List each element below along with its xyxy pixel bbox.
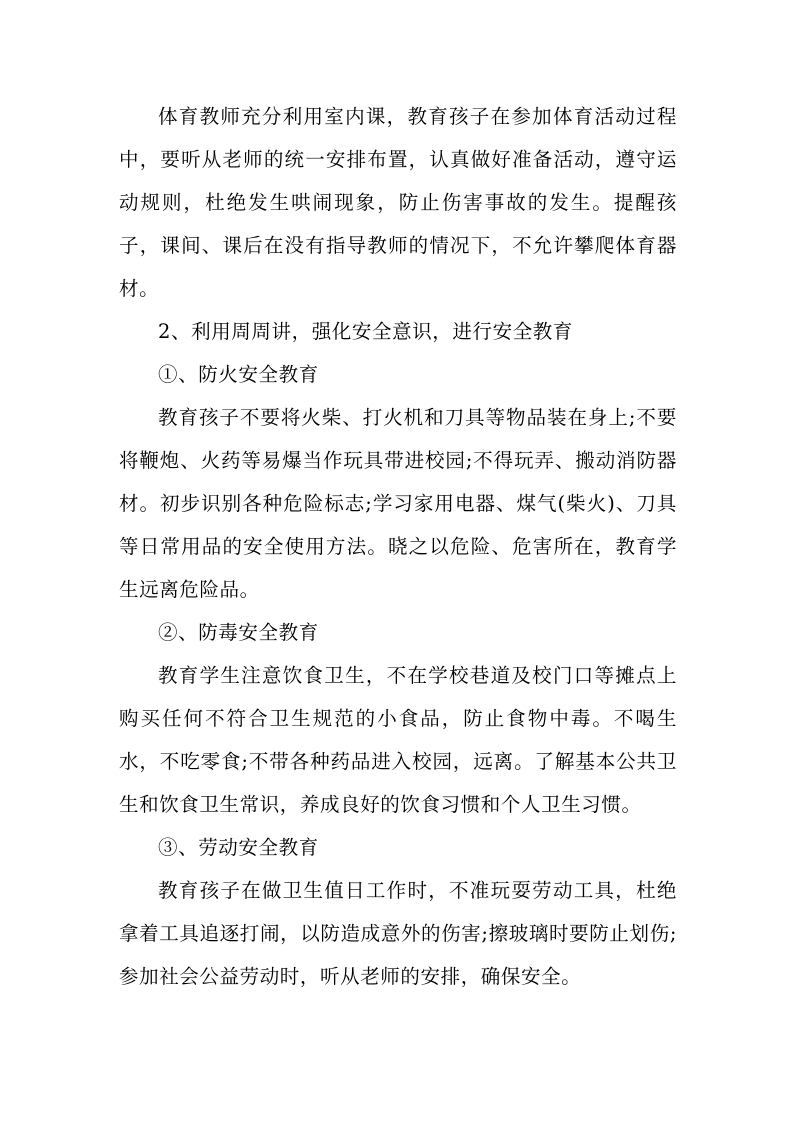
paragraph-labor-safety: 教育孩子在做卫生值日工作时，不准玩耍劳动工具，杜绝拿着工具追逐打闹，以防造成意外的伤害;擦玻璃时要防止划伤;参加社会公益劳动时，听从老师的安排，确保安全。 xyxy=(119,879,677,988)
paragraph-fire-safety: 教育孩子不要将火柴、打火机和刀具等物品装在身上;不要将鞭炮、火药等易爆当作玩具带进校园;不得玩弄、搬动消防器材。初步识别各种危险标志;学习家用电器、煤气(柴火)、刀具等日常用品的安全使用方法。晓之以危险、危害所在，教育学生远离危险品。 xyxy=(119,406,677,601)
paragraph-pe-teacher: 体育教师充分利用室内课，教育孩子在参加体育活动过程中，要听从老师的统一安排布置，认真做好准备活动，遵守运动规则，杜绝发生哄闹现象，防止伤害事故的发生。提醒孩子，课间、课后在没有指导教师的情况下，不允许攀爬体育器材。 xyxy=(119,105,677,300)
subheading-poison-safety: ②、防毒安全教育 xyxy=(158,621,319,644)
subheading-labor-safety: ③、劳动安全教育 xyxy=(158,836,319,859)
document-body xyxy=(119,95,677,998)
subheading-fire-safety: ①、防火安全教育 xyxy=(158,363,319,386)
section-heading-weekly-talk: 2、利用周周讲，强化安全意识，进行安全教育 xyxy=(158,320,574,343)
paragraph-poison-safety: 教育学生注意饮食卫生，不在学校巷道及校门口等摊点上购买任何不符合卫生规范的小食品，防止食物中毒。不喝生水，不吃零食;不带各种药品进入校园，远离。了解基本公共卫生和饮食卫生常识，养成良好的饮食习惯和个人卫生习惯。 xyxy=(119,664,677,816)
